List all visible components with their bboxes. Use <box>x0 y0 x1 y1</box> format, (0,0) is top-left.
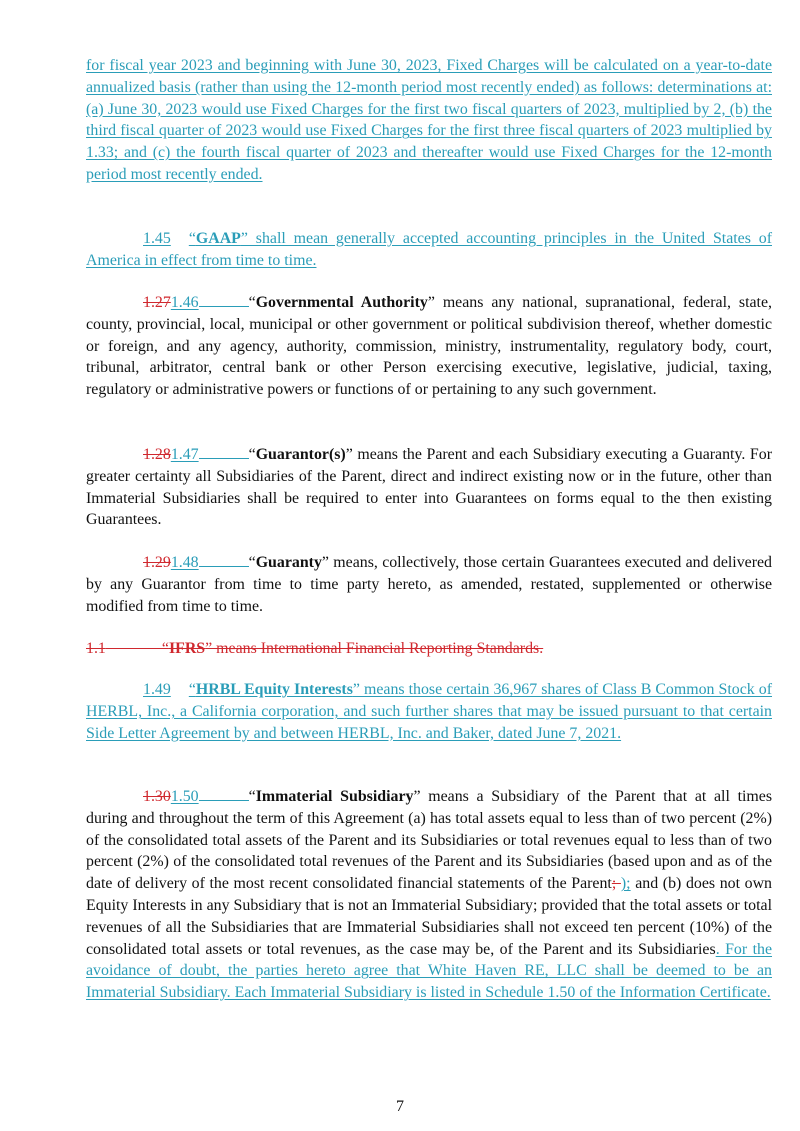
section-number: 1.49 <box>143 681 171 698</box>
defined-term: Governmental Authority <box>255 294 428 311</box>
inserted-punctuation: ); <box>620 875 631 893</box>
deleted-section-number: 1.27 <box>143 294 171 311</box>
definition-hrbl-equity-interests <box>86 679 772 744</box>
deleted-text: 1.1 “IFRS” means International Financial Reporting Standards. <box>86 640 544 657</box>
deleted-section-number: 1.28 <box>143 446 171 463</box>
deleted-punctuation: ; <box>611 875 621 893</box>
deleted-definition-ifrs <box>86 638 772 660</box>
definition-gaap <box>86 228 772 272</box>
defined-term: HRBL Equity Interests <box>195 681 353 698</box>
defined-term: GAAP <box>195 230 241 247</box>
paragraph-fixed-charges-continuation <box>86 55 772 186</box>
inserted-text: . For the avoidance of doubt, the parties hereto agree that White Haven RE, LLC shall be deemed to be an Immaterial Subsidiary. Each Immaterial Subsidiary is listed in Schedule 1.50 of the Information Certificate. <box>86 940 773 1002</box>
page-number: 7 <box>396 1098 404 1115</box>
definition-immaterial-subsidiary: 1.301.50 “Immaterial Subsidiary” means a Subsidiary of the Parent that at all times during and throughout the term of this Agreement (a) has total assets equal to less than of two percent (2%) of the consolidated total assets of the Parent and its Subsidiaries or total revenues equal to less than of two percent (2%) of the consolidated total revenues of the Parent and its Subsidiaries (based upon and as of the date of delivery of the most recent consolidated financial statements of the Parent; ); and (b) does not own Equity Interests in any Subsidiary that is not an Immaterial Subsidiary; provided that the total assets or total revenues of all the Subsidiaries that are Immaterial Subsidiaries shall not exceed ten percent (10%) of the consolidated total assets or total revenues, as the case may be, of the Parent and its Subsidiaries. For the avoidance of doubt, the parties hereto agree that White Haven RE, LLC shall be deemed to be an Immaterial Subsidiary. Each Immaterial Subsidiary is listed in Schedule 1.50 of the Information Certificate. <box>86 788 773 1002</box>
inserted-section-number: 1.50 <box>170 788 199 805</box>
inserted-text: 1.49 “HRBL Equity Interests” means those certain 36,967 shares of Class B Common Stock of HERBL, Inc., a California corporation, and such further shares that may be issued pursuant to that certain Side Letter Agreement by and between HERBL, Inc. and Baker, dated June 7, 2021. <box>86 681 773 742</box>
defined-term: Guarantor(s) <box>255 446 346 463</box>
definition-guarantors: 1.281.47 “Guarantor(s)” means the Parent and each Subsidiary executing a Guaranty. For greater certainty all Subsidiaries of the Parent, direct and indirect existing now or in the future, other than Immaterial Subsidiaries shall be required to enter into Guarantees on forms equal to the then existing Guarantees. <box>86 446 772 529</box>
definition-guaranty: 1.291.48 “Guaranty” means, collectively, those certain Guarantees executed and delivered by any Guarantor from time to time party hereto, as amended, restated, supplemented or otherwise modified from time to time. <box>86 554 772 615</box>
defined-term: Immaterial Subsidiary <box>255 788 414 805</box>
deleted-section-number: 1.30 <box>143 788 171 805</box>
inserted-text: 1.45 “GAAP” shall mean generally accepted accounting principles in the United States of America in effect from time to time. <box>86 230 772 269</box>
inserted-text: for fiscal year 2023 and beginning with June 30, 2023, Fixed Charges will be calculated on a year-to-date annualized basis (rather than using the 12-month period most recently ended) as follows: determinations at: (a) June 30, 2023 would use Fixed Charges for the first two fiscal quarters of 2023, multiplied by 2, (b) the third fiscal quarter of 2023 would use Fixed Charges for the first three fiscal quarters of 2023 multiplied by 1.33; and (c) the fourth fiscal quarter of 2023 and thereafter would use Fixed Charges for the 12-month period most recently ended. <box>86 57 772 183</box>
inserted-section-number: 1.47 <box>170 446 199 463</box>
definition-governmental-authority: 1.271.46 “Governmental Authority” means any national, supranational, federal, state, county, provincial, local, municipal or other government or political subdivision thereof, whether domestic or foreign, and any agency, authority, commission, ministry, instrumentality, regulatory body, court, tribunal, arbitrator, central bank or other Person exercising executive, legislative, judicial, taxing, regulatory or administrative powers or functions of or pertaining to any such government. <box>86 294 772 399</box>
inserted-section-number: 1.48 <box>170 554 199 571</box>
defined-term: Guaranty <box>255 554 322 571</box>
inserted-section-number: 1.46 <box>170 294 199 311</box>
deleted-section-number: 1.29 <box>143 554 171 571</box>
section-number: 1.45 <box>143 230 171 247</box>
